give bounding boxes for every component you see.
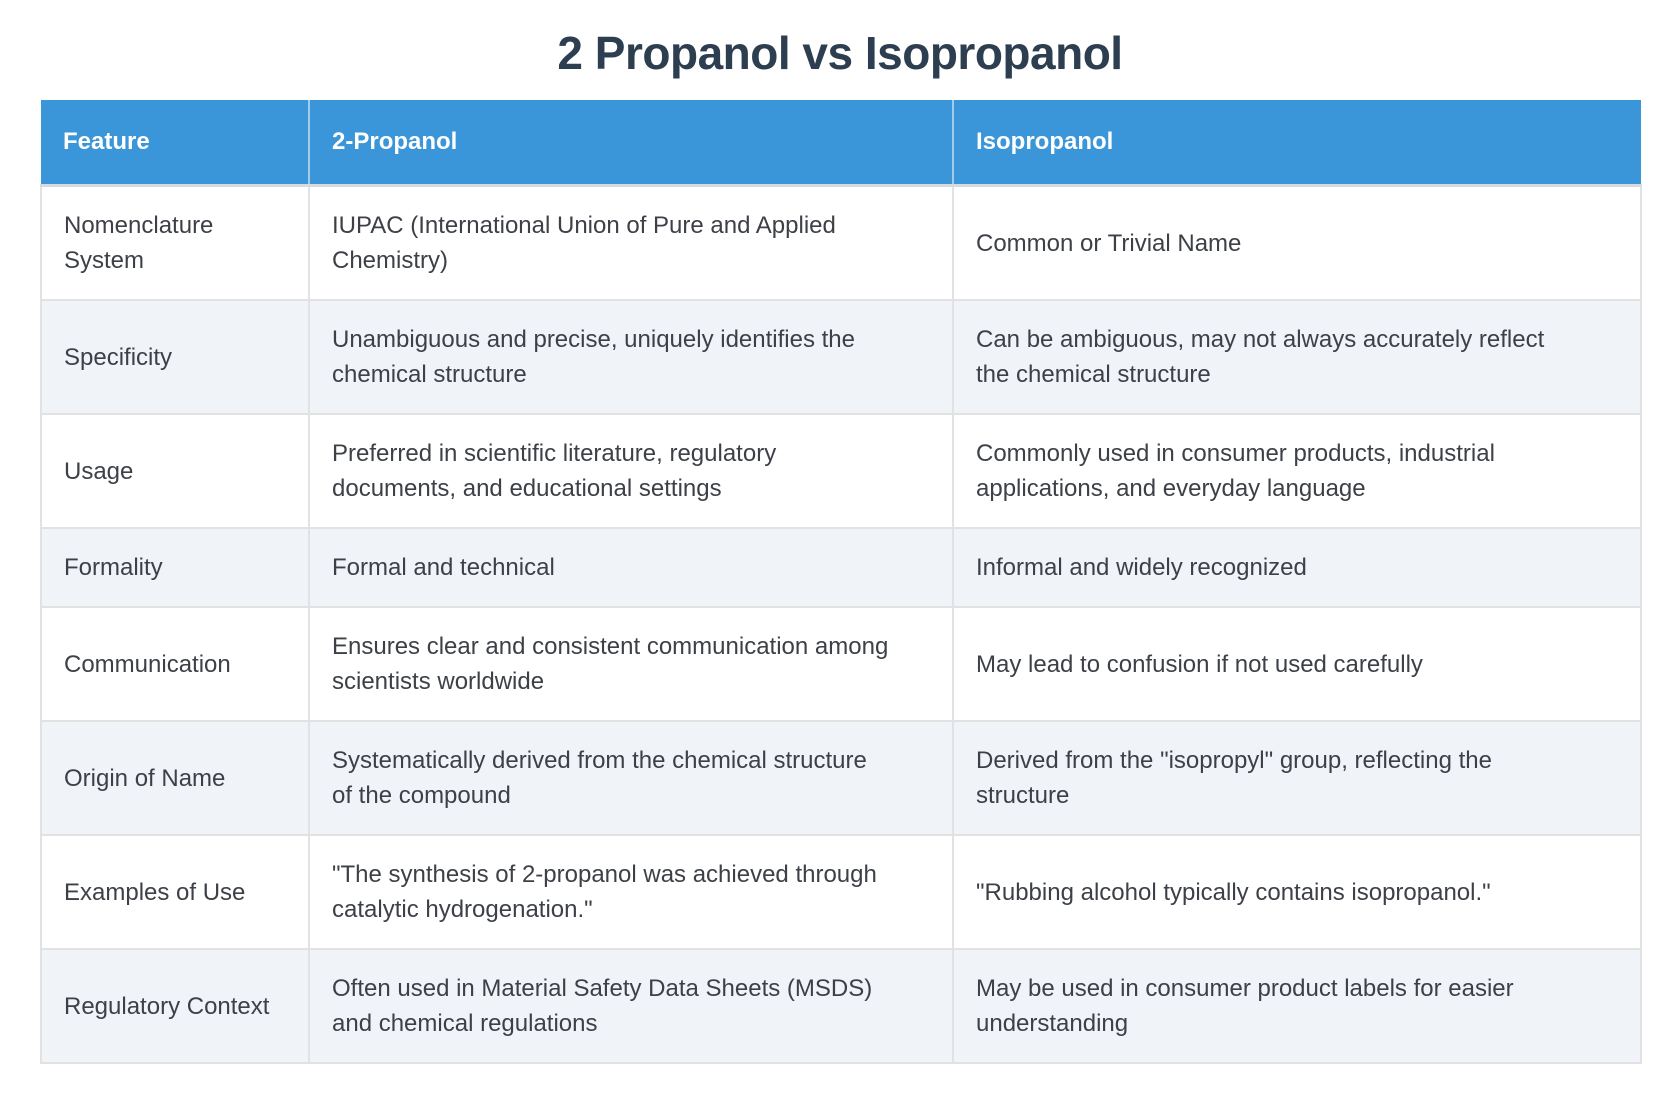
cell-isopropanol: "Rubbing alcohol typically contains isopropanol." [953,835,1641,949]
table-body [41,186,1641,1064]
cell-isopropanol: Informal and widely recognized [953,528,1641,607]
cell-2-propanol: Formal and technical [309,528,953,607]
table-header [41,100,1641,186]
cell-isopropanol: Common or Trivial Name [953,186,1641,301]
table-row [41,414,1641,528]
cell-isopropanol: May be used in consumer product labels for easier understanding [953,949,1641,1063]
cell-isopropanol: Can be ambiguous, may not always accurately reflect the chemical structure [953,300,1641,414]
header-cell-2-propanol: 2-Propanol [309,100,953,186]
cell-isopropanol: May lead to confusion if not used carefully [953,607,1641,721]
cell-feature: Usage [41,414,309,528]
table-row [41,528,1641,607]
header-cell-feature: Feature [41,100,309,186]
cell-feature: Origin of Name [41,721,309,835]
cell-2-propanol: Unambiguous and precise, uniquely identifies the chemical structure [309,300,953,414]
cell-feature: Formality [41,528,309,607]
cell-2-propanol: Ensures clear and consistent communication among scientists worldwide [309,607,953,721]
table-row [41,607,1641,721]
comparison-table [40,100,1642,1064]
cell-feature: Specificity [41,300,309,414]
table-row [41,835,1641,949]
page-title: 2 Propanol vs Isopropanol [557,27,1123,79]
cell-2-propanol: Preferred in scientific literature, regulatory documents, and educational settings [309,414,953,528]
table-row [41,721,1641,835]
cell-2-propanol: "The synthesis of 2-propanol was achieved through catalytic hydrogenation." [309,835,953,949]
table-row [41,186,1641,301]
table-row [41,949,1641,1063]
cell-isopropanol: Commonly used in consumer products, industrial applications, and everyday language [953,414,1641,528]
header-row [41,100,1641,186]
cell-isopropanol: Derived from the "isopropyl" group, reflecting the structure [953,721,1641,835]
cell-feature: Nomenclature System [41,186,309,301]
cell-feature: Communication [41,607,309,721]
cell-feature: Regulatory Context [41,949,309,1063]
cell-feature: Examples of Use [41,835,309,949]
cell-2-propanol: IUPAC (International Union of Pure and Applied Chemistry) [309,186,953,301]
cell-2-propanol: Often used in Material Safety Data Sheets (MSDS) and chemical regulations [309,949,953,1063]
cell-2-propanol: Systematically derived from the chemical structure of the compound [309,721,953,835]
header-cell-isopropanol: Isopropanol [953,100,1641,186]
table-row [41,300,1641,414]
